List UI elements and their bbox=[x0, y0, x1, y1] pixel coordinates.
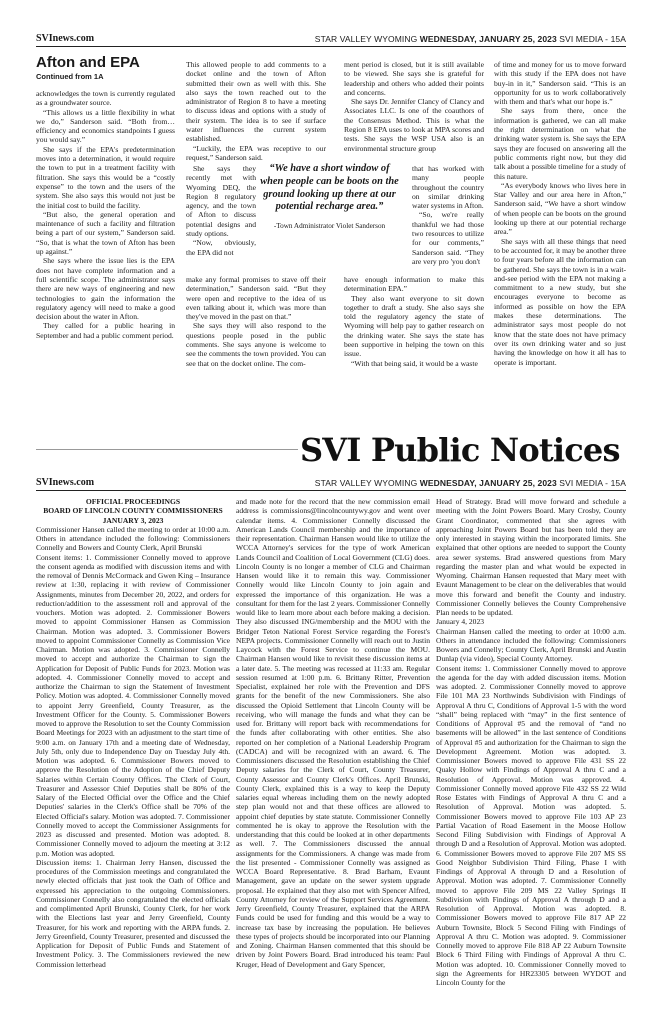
paragraph: She says they will also respond to the questions people posed in the public comments. She says anyone is welcome to see the comments the town provided. You can see that on the docket online. The com- bbox=[186, 321, 326, 368]
paragraph: “Now, obviously, the EPA did not bbox=[186, 238, 256, 257]
section-name: SVI MEDIA bbox=[559, 478, 603, 488]
paragraph: She says where the issue lies is the EPA does not have complete information and a full scientific scope. The administrator says there are new ways of engineering and new technologies to gain the information the regulatory agency will need to make a good decision about the water in Afton. bbox=[36, 256, 175, 322]
section-banner: SVI Public Notices bbox=[300, 431, 620, 469]
pull-quote-text: “We have a short window of when people can be boots on the ground looking up there at our potential recharge area.” bbox=[260, 163, 399, 213]
running-head-top bbox=[36, 30, 626, 44]
paragraph: “Luckily, the EPA was receptive to our request,” Sanderson said. bbox=[186, 143, 326, 162]
paragraph: They also want everyone to sit down together to draft a study. She also says she told the regulatory agency the state of Wyoming will help pay to gather research on the drinking water. She says the state has been supportive in helping the town on this issue. bbox=[344, 293, 484, 359]
region: STAR VALLEY WYOMING bbox=[314, 34, 418, 44]
paragraph: have enough information to make this determination EPA.” bbox=[344, 275, 484, 294]
article-column-3-top bbox=[344, 60, 484, 164]
page-number: 15A bbox=[610, 478, 626, 488]
paragraph: of time and money for us to move forward with this study if the EPA does not have buy-in in it,” Sanderson said. “This is an opportunity for us to work collaboratively with them and that's what our hope is.” bbox=[494, 60, 626, 107]
paragraph: “This allows us a little flexibility in what we do,” Sanderson said. “Both from…efficiency and economics standpoints I guess you would say.” bbox=[36, 107, 175, 145]
banner-rule bbox=[36, 449, 298, 450]
notice-heading: BOARD OF LINCOLN COUNTY COMMISSIONERS bbox=[43, 506, 223, 516]
section-name: SVI MEDIA bbox=[559, 34, 603, 44]
article-column-2-bottom bbox=[186, 275, 326, 425]
article-header bbox=[36, 55, 175, 81]
paragraph: January 4, 2023 bbox=[436, 617, 484, 627]
article-column-1 bbox=[36, 89, 175, 424]
site-name[interactable]: SVInews.com bbox=[36, 477, 95, 488]
article-column-4 bbox=[494, 60, 626, 425]
paragraph: “With that being said, it would be a waste bbox=[351, 358, 478, 368]
paragraph: that has worked with many people throughout the country on similar drinking water systems in Afton. bbox=[412, 164, 484, 211]
notice-heading: OFFICIAL PROCEEDINGS bbox=[85, 497, 181, 506]
page-info: STAR VALLEY WYOMING WEDNESDAY, JANUARY 25, 2023 SVI MEDIA - 15A bbox=[314, 34, 626, 44]
running-head-bottom bbox=[36, 474, 626, 488]
pull-quote-attribution: -Town Administrator Violet Sanderson bbox=[273, 222, 386, 231]
notice-column-2 bbox=[236, 497, 430, 1003]
region: STAR VALLEY WYOMING bbox=[314, 478, 418, 488]
notice-column-3 bbox=[436, 497, 626, 1003]
page-info: STAR VALLEY WYOMING WEDNESDAY, JANUARY 25, 2023 SVI MEDIA - 15A bbox=[314, 478, 626, 488]
article-column-3-narrow bbox=[412, 164, 484, 274]
paragraph: Head of Strategy. Brad will move forward and schedule a meeting with the Joint Powers Board. Mary Crosby, County Grant Coordinator, commented that she agrees with approaching Joint Powers Board but has been told they are only interested in staying within the incorporated limits. She explained that other options are needed to support the County area sewer systems. Brad answered questions from Mary regarding the master plan and what would be expected in Wyoming. Chairman Hansen requested that Mary meet with Evaunt Management to be clear on the deliverables that would move this forward and benefit the County and industry. Commissioner Connelly believes the County Comprehensive Plan needs to be updated. bbox=[436, 497, 626, 617]
paragraph: make any formal promises to stave off their determination,” Sanderson said. “But they were open and receptive to the idea of us even talking about it, which was more than they've moved in the past on that.” bbox=[186, 275, 326, 322]
paragraph: “So, we're really thankful we had those two resources to utilize for our comments,” Sanderson said. “They are very pro 'you don't bbox=[412, 210, 484, 266]
paragraph: Consent items: 1. Commissioner Connelly moved to approve the consent agenda as modified with discussion items and with the removal of Dennis McCormack and Gwen King – Insurance review at 1:30, replacing it with review of Commissioner Assignments, minutes from December 20, 2022, and orders for reduction/addition to the assessment roll and approval of the vouchers. Motion was adopted. 2. Commissioner Bowers moved to appoint Commissioner Hansen as Commission Chairman. Motion was adopted. 3. Commissioner Bowers moved to appoint Commissioner Connelly as Commission Vice Chairman. Motion was adopted. 3. Commissioner Connelly moved to accept and authorize the Chairman to sign the Application for Deposit of Public Funds for 2023. Motion was adopted. 4. Commissioner Connelly moved to accept and authorize the Chairman to sign the Statement of Investment Policy. Motion was adopted. 4. Commissioner Connelly moved to appoint Jerry Greenfield, County Treasurer, as the Investment Officer for the County. 5. Commissioner Bowers moved to approve the Resolution to set the County Commission Board Meetings for 2023 with an adjustment to the start time of 9:00 a.m. on January 17th and a meeting date of Wednesday, July 5th, only due to Independence Day on Tuesday July 4th. Motion was adopted. 6. Commissioner Bowers moved to approve the Resolution of the Adoption of the Chief Deputy Salaries within Certain County Offices. The Clerk of Court, Treasurer and Assessor Chief Deputies shall be 80% of the Salary of the Elected Official over the Office and the Chief Deputies' salaries in the Clerk's Office shall be 70% of the Elected Official's salary. Motion was adopted. 7. Commissioner Connelly moved to accept the Commissioner Assignments for 2023 as discussed and presented. Motion was adopted. 8. Commissioner Connelly moved to adjourn the meeting at 3:12 p.m. Motion was adopted. bbox=[36, 552, 230, 858]
continued-from: Continued from 1A bbox=[36, 72, 104, 81]
article-title: Afton and EPA bbox=[36, 54, 140, 71]
paragraph: ment period is closed, but it is still available to be viewed. She says she is grateful for leadership and others who added their points and concerns. bbox=[344, 60, 484, 97]
pull-quote bbox=[258, 163, 401, 258]
article-column-3-bottom bbox=[344, 275, 484, 425]
issue-date: WEDNESDAY, JANUARY 25, 2023 bbox=[419, 34, 557, 44]
article-column-2-narrow bbox=[186, 164, 256, 274]
paragraph: She says with all these things that need to be accounted for, it may be another three to four years before all the information can be gathered. She says the town is in a wait-and-see period with the EPA not making a commitment to a new study, but she encourages everyone to become as informed as possible on how the EPA makes these determinations. The administrator says most people do not know that the state does not have primacy over its own drinking water and so just having the knowledge on how it all has to operate is important. bbox=[494, 236, 626, 367]
paragraph: She says Dr. Jennifer Clancy of Clancy and Associates LLC. Is one of the coauthors of the Consensus Method. This is what the Region 8 EPA uses to look at MPA scores and tests. She says the WSP USA also is an environmental structure group bbox=[344, 97, 484, 153]
paragraph: Chairman Hansen called the meeting to order at 10:00 a.m. Others in attendance included the following: Commissioners Bowers and Connelly; County Clerk, April Brunski and Austin Dunlap (via video), Special County Attorney. bbox=[436, 626, 626, 664]
article-column-2-top bbox=[186, 60, 326, 164]
paragraph: She says from there, once the information is gathered, we can all make the right determination on what the drinking water system is. She says the EPA says they are focused on answering all the public comments right now, but they did talk about a possible timeline for a study of this nature. bbox=[494, 106, 626, 181]
paragraph: She says if the EPA's predetermination moves into a determination, it would require the town to put in a treatment facility with filtration. She says this would be a “costly expense” to the town and the users of the system. She also says this would not just be the initial cost to build the facility. bbox=[36, 144, 175, 210]
paragraph: Consent items: 1. Commissioner Connelly moved to approve the agenda for the day with added discussion items. Motion was adopted. 2. Commissioner Connelly moved to approve File 101 MA 23 Northwinds Subdivision with Findings of Approval A thru C, Conditions of Approval 1-5 with the word “shall” being replaced with “may” in the first sentence of Conditions of Approval #5 and the removal of “and no basements will be allowed” in the last sentence of Conditions of Approval #5 and authorization for the Chairman to sign the Development Agreement. Motion was adopted. 3. Commissioner Bowers moved to approve File 431 SS 22 Quaky Hollow with Findings of Approval A thru C and a Resolution of Approval. Motion was approved. 4. Commissioner Connelly moved approve File 432 SS 22 Wild Rose Estates with Findings of Approval A thru C and a Resolution of Approval. Motion was adopted. 5. Commissioner Bowers moved to approve File 103 AP 23 Partial Vacation of Road Easement in the Moose Hollow Second Filing Subdivision with Findings of Approval A through D and a Resolution of Approval. Motion was adopted. 6. Commissioner Bowers moved to approve File 207 MS SS Good Neighbor Subdivision Third Filing, Phase I with Findings of Approval A through D and a Resolution of Approval. Motion was adopted. 7. Commissioner Connelly moved to approve File 209 MS 22 Valley Springs II Subdivision with Findings of Approval A through D and a Resolution of Approval. Motion was adopted. 8. Commissioner Bowers moved to approve File 817 AP 22 Auburn Townsite, Block 5 Second Filing with Findings of Approval A thru C. Motion was adopted. 9. Commissioner Connelly moved to approve File 818 AP 22 Auburn Townsite Block 6 Third Filing with Findings of Approval A thru C. Motion was adopted. 10. Commissioner Connelly moved to sign the Agreements for HR23305 between WYDOT and Lincoln County for the bbox=[436, 663, 626, 987]
paragraph: “But also, the general operation and maintenance of such a facility and filtration being a part of our system,” Sanderson said. “So, that is what the town of Afton has been up against.” bbox=[36, 209, 175, 257]
issue-date: WEDNESDAY, JANUARY 25, 2023 bbox=[419, 478, 557, 488]
header-rule-top bbox=[36, 46, 626, 47]
paragraph: Commissioner Hansen called the meeting to order at 10:00 a.m. Others in attendance included the following: Commissioners Connelly and Bowers and County Clerk, April Brunski bbox=[36, 524, 230, 553]
page-number: 15A bbox=[610, 34, 626, 44]
paragraph: This allowed people to add comments to a docket online and the town of Afton submitted their own as well with this. She also says the town reached out to the administrator of Region 8 to have a meeting to discuss ideas and options with a study of their system. The idea is to see if surface water influences the current system established. bbox=[186, 60, 326, 144]
paragraph: and made note for the record that the new commission email address is commissions@lincolncountywy.gov and went over calendar items. 4. Commissioner Connelly discussed the American Lands Council membership and the importance of their representation. Chairman Hansen would like to utilize the WCCA Attorney's services for the type of work American Lands Council and Coalition of Local Government (CLG) does. Lincoln County is no longer a member of CLG and Chairman Hansen would like it to remain this way. Commissioner Connelly would like Lincoln County to join again and expressed the importance of this organization. He was a consultant for them for the last 2 years. Commissioner Connelly would like to learn more about each before making a decision. They also discussed ING/membership and the MOU with the Bridger Teton National Forest Service regarding the Forest's NEPA projects. Commissioner Connelly will reach out to Justin Laycock with the Forest Service to continue the MOU. Chairman Hansen would like to revisit these discussion items at a later date. 5. The meeting was recessed at 11:33 am. Regular session resumed at 1:00 p.m. 6. Brittany Ritter, Prevention Specialist, explained her role with the Prevention and DFS grants for the benefit of the new Commissioners. She also discussed the Opioid Settlement that Lincoln County will be receiving, who will manage the funds and what they can be used for. Brittany will report back with recommendations for the funds after collaborating with other entities. She also reported on her completion of a National Leadership Program (CADCA) and will be recognized with an award. 6. The Commissioners discussed the Resolution establishing the Chief Deputy salaries for the Clerk of Court, County Treasurer, County Assessor and County Clerk's Offices. April Brunski, County Clerk, explained this is a way to keep the Deputy salaries equal whereas including them on the newly adopted step plan would not and that these offices are allowed to appoint chief deputies by state statute. Commissioner Connelly commented he is okay to approve the Resolution with the understanding that this could be looked at in other departments as well. 7. The Commissioners discussed the annual assignments for the Commissioners. A change was made from the list presented - Commissioner Connelly was assigned as WCCA Board Representative. 8. Brad Barham, Evaunt Management, gave an update on the sewer system upgrade proposal. He explained that they also met with Spencer Alfred, County Attorney for review of the Support Services Agreement. Jerry Greenfield, County Treasurer, explained that the ARPA Funds could be used for funding and this would be a way to increase tax base by increasing the population. He believes these types of projects should be incorporated into our Planning and Zoning. Chairman Hansen commented that this should be driven by Joint Powers Board. Brad introduced his team: Paul Kruger, Head of Development and Gary Spencer, bbox=[236, 497, 430, 969]
paragraph: She says they recently met with Wyoming DEQ, the Region 8 regulatory agency, and the town of Afton to discuss potential designs and study options. bbox=[186, 164, 256, 239]
paragraph: They called for a public hearing in September and had a public comment period. bbox=[36, 321, 175, 340]
paragraph: “As everybody knows who lives here in Star Valley and our area here in Afton,” Sanderson said, “We have a short window of when people can be boots on the ground looking up there at our potential recharge area.” bbox=[494, 180, 626, 237]
header-rule-bottom bbox=[36, 490, 626, 491]
paragraph: acknowledges the town is currently regulated as a groundwater source. bbox=[36, 89, 175, 108]
notice-heading: JANUARY 3, 2023 bbox=[102, 515, 164, 525]
paragraph: Discussion items: 1. Chairman Jerry Hansen, discussed the procedures of the Commission meetings and congratulated the newly elected officials that just took the Oath of Office and expressed his appreciation to the outgoing Commissioners. Commissioner Connelly also congratulated the elected officials and complimented April Brunski, County Clerk, for her work with the Elections last year and Jerry Greenfield, County Treasurer, for his work and reporting with the ARPA funds. 2. Jerry Greenfield, County Treasurer, presented and discussed the Application for Deposit of Public Funds and Statement of Investment Policy. 3. The Commissioners reviewed the new Commission letterhead bbox=[36, 857, 230, 969]
notice-column-1 bbox=[36, 497, 230, 1003]
site-name[interactable]: SVInews.com bbox=[36, 33, 95, 44]
